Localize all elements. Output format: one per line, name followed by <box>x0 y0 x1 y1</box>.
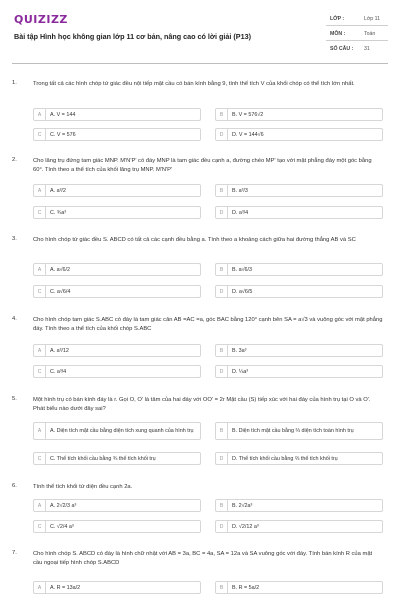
option-b[interactable] <box>215 344 383 357</box>
option-letter: D <box>216 366 228 377</box>
question-number: 1. <box>12 80 17 86</box>
option-text: B. a³/3 <box>232 187 248 194</box>
option-c[interactable] <box>33 206 201 219</box>
meta-subject-value: Toán <box>364 31 376 37</box>
option-d[interactable] <box>215 128 383 141</box>
option-text: D. ¼a³ <box>232 368 249 375</box>
option-letter: D <box>216 207 228 218</box>
option-text: B. Diện tích mặt cầu bằng ⅔ diện tích toàn hình trụ <box>232 427 354 434</box>
option-letter: B <box>216 345 228 356</box>
option-text: C. a√6/4 <box>50 288 71 295</box>
option-letter: B <box>216 582 228 593</box>
question-number: 6. <box>12 483 17 489</box>
option-d[interactable] <box>215 206 383 219</box>
meta-separator <box>326 40 388 41</box>
meta-separator <box>326 25 388 26</box>
option-text: B. a√6/3 <box>232 266 253 273</box>
option-b[interactable] <box>215 581 383 594</box>
option-text: A. V = 144 <box>50 111 76 118</box>
option-b[interactable] <box>215 422 383 440</box>
option-a[interactable] <box>33 108 201 121</box>
option-a[interactable] <box>33 422 201 440</box>
option-letter: C <box>34 453 46 464</box>
option-c[interactable] <box>33 452 201 465</box>
option-letter: B <box>216 423 228 439</box>
question-text: Cho hình chóp tứ giác đều S. ABCD có tất cả các cạnh đều bằng a. Tính theo a khoảng cách giữa hai đường thẳng AB và SC <box>33 237 356 243</box>
option-b[interactable] <box>215 108 383 121</box>
option-text: C. Thể tích khối cầu bằng ¾ thể tích khối trụ <box>50 455 156 462</box>
question-number: 2. <box>12 157 17 163</box>
option-letter: A <box>34 185 46 196</box>
question-text: Cho lăng trụ đứng tam giác MNP. M'N'P' có đáy MNP là tam giác đều cạnh a, đường chéo MP' tạo với mặt phẳng đáy một góc bằng 60°. Tính theo a thể tích của khối lăng trụ MNP. M'N'P' <box>33 158 372 173</box>
option-d[interactable] <box>215 285 383 298</box>
option-d[interactable] <box>215 365 383 378</box>
question-text: Trong tất cả các hình chóp tứ giác đều nội tiếp mặt cầu có bán kính bằng 9, tính thể tích V của khối chóp có thể tích lớn nhất. <box>33 81 355 87</box>
option-text: C. V = 576 <box>50 131 76 138</box>
option-c[interactable] <box>33 520 201 533</box>
meta-count-value: 31 <box>364 46 370 52</box>
option-letter: D <box>216 453 228 464</box>
option-letter: C <box>34 521 46 532</box>
option-text: A. a³/12 <box>50 347 69 354</box>
option-letter: D <box>216 286 228 297</box>
question-text: Tính thể tích khối tứ diện đều cạnh 2a. <box>33 484 133 490</box>
worksheet-header <box>0 0 400 64</box>
option-text: B. V = 576√2 <box>232 111 264 118</box>
meta-subject-label: MÔN : <box>330 31 346 37</box>
option-letter: B <box>216 185 228 196</box>
question-number: 7. <box>12 550 17 556</box>
option-letter: D <box>216 521 228 532</box>
option-letter: C <box>34 207 46 218</box>
option-letter: A <box>34 109 46 120</box>
option-text: A. a³/2 <box>50 187 66 194</box>
option-text: D. V = 144√6 <box>232 131 264 138</box>
option-letter: B <box>216 500 228 511</box>
meta-class-value: Lớp 11 <box>364 16 380 22</box>
option-letter: B <box>216 109 228 120</box>
option-letter: A <box>34 345 46 356</box>
option-a[interactable] <box>33 581 201 594</box>
quizizz-logo: QUIZIZZ <box>14 13 68 26</box>
option-b[interactable] <box>215 184 383 197</box>
option-letter: A <box>34 582 46 593</box>
question-text: Cho hình chóp S. ABCD có đáy là hình chữ nhật với AB = 3a, BC = 4a, SA = 12a và SA vuông góc với đáy. Tính bán kính R của mặt cầu ngoại tiếp hình chóp S.ABCD <box>33 551 373 566</box>
option-text: B. 2√2a³ <box>232 502 253 509</box>
option-letter: A <box>34 500 46 511</box>
question-number: 3. <box>12 236 17 242</box>
option-letter: C <box>34 366 46 377</box>
meta-class <box>326 14 388 24</box>
option-letter: D <box>216 129 228 140</box>
meta-count <box>326 44 388 54</box>
header-divider <box>12 63 388 64</box>
option-text: D. a√6/5 <box>232 288 253 295</box>
option-c[interactable] <box>33 128 201 141</box>
option-letter: A <box>34 264 46 275</box>
option-a[interactable] <box>33 344 201 357</box>
option-letter: A <box>34 423 46 439</box>
option-text: B. 3a³ <box>232 347 247 354</box>
option-b[interactable] <box>215 499 383 512</box>
option-letter: C <box>34 129 46 140</box>
option-text: A. 2√2/3 a³ <box>50 502 77 509</box>
option-a[interactable] <box>33 184 201 197</box>
option-a[interactable] <box>33 499 201 512</box>
option-text: C. a³/4 <box>50 368 67 375</box>
option-letter: B <box>216 264 228 275</box>
question-number: 5. <box>12 396 17 402</box>
option-c[interactable] <box>33 285 201 298</box>
meta-class-label: LỚP : <box>330 16 345 22</box>
question-text: Cho hình chóp tam giác S.ABC có đáy là tam giác cân AB =AC =a, góc BAC bằng 120° cạnh bên SA = a√3 và vuông góc với mặt phẳng đáy. Tính theo a thể tích của khối chóp S.ABC <box>33 317 383 332</box>
option-text: A. a√6/2 <box>50 266 71 273</box>
option-a[interactable] <box>33 263 201 276</box>
option-text: D. √2/12 a³ <box>232 523 259 530</box>
page-title: Bài tập Hình học không gian lớp 11 cơ bản, nâng cao có lời giải (P13) <box>14 32 251 41</box>
question-text: Một hình trụ có bán kính đáy là r. Gọi O, O' là tâm của hai đáy với OO' = 2r Mặt cầu (S) tiếp xúc với hai đáy của hình trụ tại O và O'. Phát biểu nào dưới đây sai? <box>33 397 371 412</box>
option-text: D. a³/4 <box>232 209 249 216</box>
option-text: A. R = 13a/2 <box>50 584 81 591</box>
option-d[interactable] <box>215 520 383 533</box>
option-text: B. R = 5a/2 <box>232 584 260 591</box>
option-letter: C <box>34 286 46 297</box>
meta-count-label: SỐ CÂU : <box>330 46 354 52</box>
option-text: D. Thể tích khối cầu bằng ⅔ thể tích khối trụ <box>232 455 338 462</box>
option-text: C. √2/4 a³ <box>50 523 74 530</box>
option-text: C. ¾a³ <box>50 209 67 216</box>
option-d[interactable] <box>215 452 383 465</box>
option-text: A. Diện tích mặt cầu bằng diện tích xung quanh của hình trụ <box>50 427 194 434</box>
meta-subject <box>326 29 388 39</box>
question-number: 4. <box>12 316 17 322</box>
option-c[interactable] <box>33 365 201 378</box>
option-b[interactable] <box>215 263 383 276</box>
